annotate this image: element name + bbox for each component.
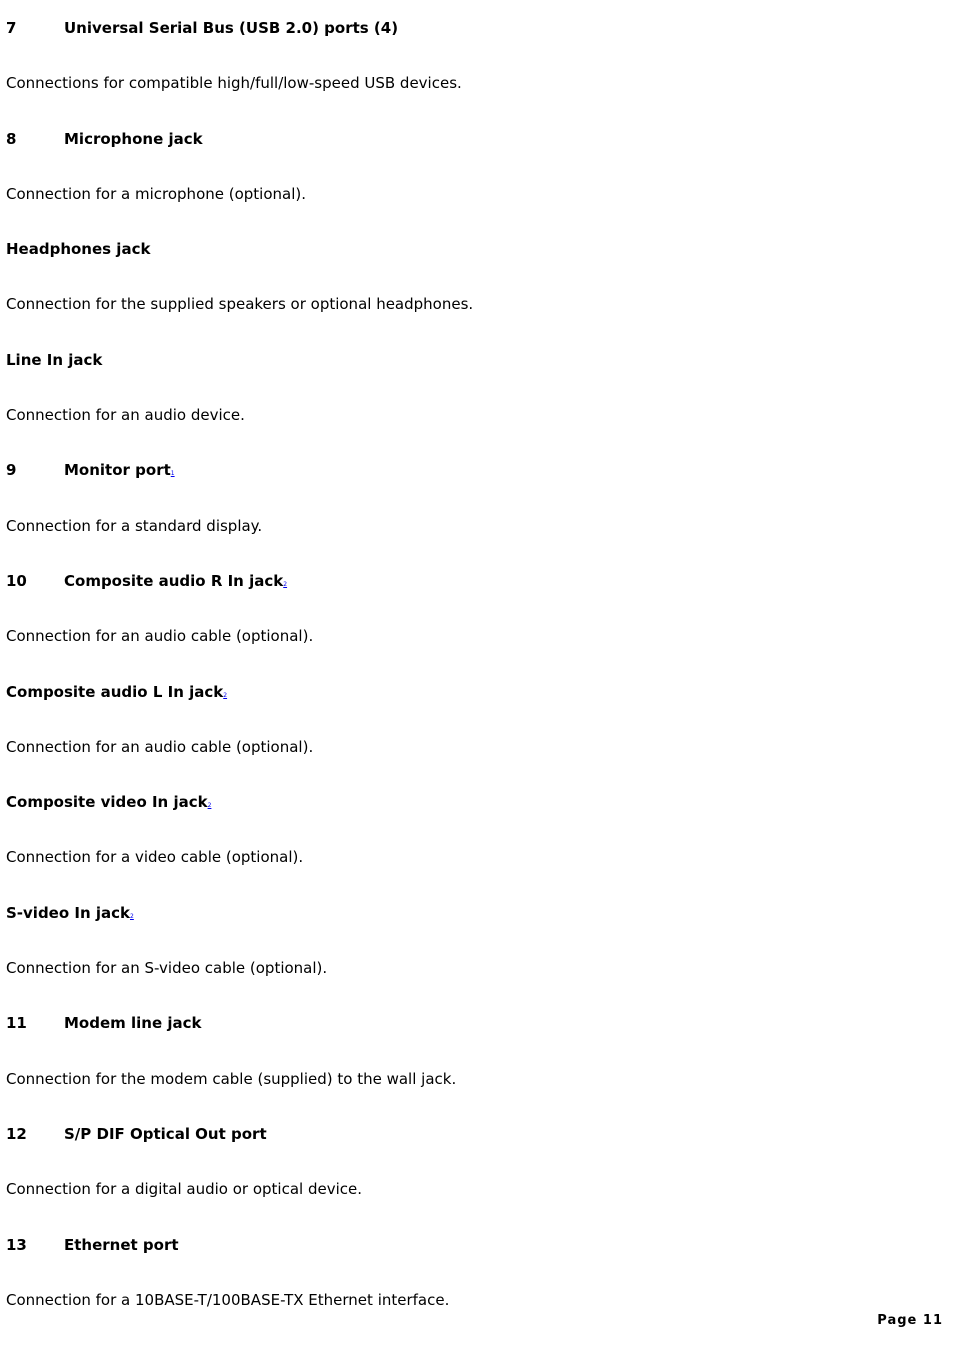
section-title: S/P DIF Optical Out port (64, 1124, 267, 1143)
section-title: S-video In jack (6, 903, 130, 922)
section-description: Connection for an audio cable (optional). (6, 737, 314, 756)
section-description: Connection for the supplied speakers or optional headphones. (6, 295, 474, 314)
section-title: Line In jack (6, 350, 103, 369)
section-heading (6, 903, 946, 958)
section-title: Ethernet port (64, 1235, 179, 1254)
section-heading (6, 682, 946, 737)
section-heading (6, 239, 946, 294)
section-title: Modem line jack (64, 1014, 202, 1033)
section-heading (6, 350, 946, 405)
document-body (6, 18, 946, 1345)
section-number: 8 (6, 129, 17, 148)
section-title: Microphone jack (64, 129, 203, 148)
section-number: 11 (6, 1014, 27, 1033)
section-title: Composite audio L In jack (6, 682, 224, 701)
section-heading (6, 18, 946, 73)
section-heading (6, 1013, 946, 1068)
section-heading (6, 1235, 946, 1290)
section-description: Connection for an audio device. (6, 406, 245, 425)
footnote-link[interactable]: 2 (223, 691, 228, 699)
section-description: Connection for an audio cable (optional). (6, 627, 314, 646)
section-description: Connection for the modem cable (supplied) to the wall jack. (6, 1069, 457, 1088)
section-heading (6, 1124, 946, 1179)
section-title: Universal Serial Bus (USB 2.0) ports (4) (64, 19, 399, 37)
section-description: Connection for a digital audio or optical device. (6, 1180, 362, 1199)
section-description: Connection for a video cable (optional). (6, 848, 304, 867)
section-description: Connection for a 10BASE-T/100BASE-TX Ethernet interface. (6, 1290, 450, 1309)
page-number: Page 11 (877, 1313, 943, 1328)
section-title: Headphones jack (6, 240, 151, 259)
section-description: Connection for a microphone (optional). (6, 184, 307, 203)
footnote-link[interactable]: 1 (170, 470, 175, 478)
section-title: Composite audio R In jack (64, 571, 284, 590)
section-heading (6, 571, 946, 626)
section-heading (6, 460, 946, 515)
section-heading (6, 129, 946, 184)
section-description: Connections for compatible high/full/low-speed USB devices. (6, 74, 462, 93)
section-number: 7 (6, 19, 17, 37)
section-number: 12 (6, 1124, 27, 1143)
section-heading (6, 792, 946, 847)
footnote-link[interactable]: 2 (207, 802, 212, 810)
footnote-link[interactable]: 2 (283, 580, 288, 588)
section-title: Composite video In jack (6, 793, 208, 812)
section-title: Monitor port (64, 461, 171, 480)
section-description: Connection for a standard display. (6, 516, 263, 535)
section-number: 13 (6, 1235, 27, 1254)
footnote-link[interactable]: 2 (130, 912, 134, 920)
section-number: 9 (6, 461, 17, 480)
section-number: 10 (6, 571, 27, 590)
section-description: Connection for an S-video cable (optional). (6, 959, 328, 978)
